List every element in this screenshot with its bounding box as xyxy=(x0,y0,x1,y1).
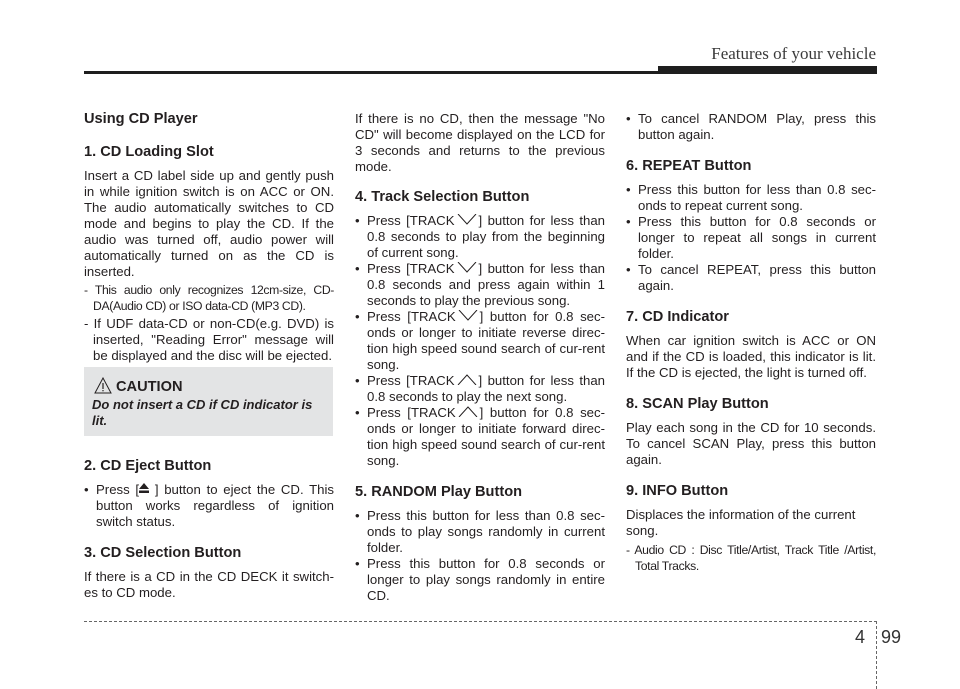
column-2 xyxy=(355,111,605,604)
main-heading: Using CD Player xyxy=(84,111,198,127)
list-item: • Press this button for 0.8 seconds or longer to play songs randomly in entire CD. xyxy=(355,556,605,604)
list-item: • Press this button for less than 0.8 sec-onds to repeat current song. xyxy=(626,182,876,214)
info-note: - Audio CD : Disc Title/Artist, Track Title /Artist, Total Tracks. xyxy=(626,543,876,573)
info-heading: 9. INFO Button xyxy=(626,483,729,499)
list-item: • Press [TRACK ] button for less than 0.8 seconds to play the next song. xyxy=(355,373,605,405)
eject-icon xyxy=(139,483,149,493)
track-selection-list xyxy=(355,213,605,469)
cd-loading-slot-text: Insert a CD label side up and gently push in while ignition switch is on ACC or ON. The audio automatically switches to CD mode and begins to play the CD. If the audio was turned off, audio power will automatically turned on as the CD is inserted. xyxy=(84,168,334,279)
chevron-up-icon xyxy=(456,374,478,385)
cd-indicator-text: When car ignition switch is ACC or ON and if the CD is loaded, this indicator is lit. If the CD is ejected, the light is turned off. xyxy=(626,333,876,380)
repeat-list xyxy=(626,182,876,294)
reading-error-note: - If UDF data-CD or non-CD(e.g. DVD) is inserted, "Reading Error" message will be displayed and the disc will be ejected. xyxy=(84,316,334,363)
list-item: • Press [TRACK ] button for less than 0.8 seconds to play from the beginning of current song. xyxy=(355,213,605,261)
cd-loading-slot-heading: 1. CD Loading Slot xyxy=(84,144,214,160)
column-3 xyxy=(626,111,876,574)
chapter-number: 4 xyxy=(855,627,866,647)
cd-selection-text: If there is a CD in the CD DECK it switch-es to CD mode. xyxy=(84,569,334,600)
list-item: • Press [ ] button to eject the CD. This button works regardless of ignition switch status. xyxy=(84,482,334,530)
cd-eject-list xyxy=(84,482,334,530)
list-item: • Press [TRACK ] button for 0.8 sec-onds or longer to initiate reverse direc-tion high speed sound search of cur-rent song. xyxy=(355,309,605,373)
caution-text: Do not insert a CD if CD indicator is lit. xyxy=(92,397,313,428)
chevron-down-icon xyxy=(457,310,479,321)
scan-play-text: Play each song in the CD for 10 seconds. To cancel SCAN Play, press this button again. xyxy=(626,420,876,467)
list-item: • Press this button for less than 0.8 sec-onds to play songs randomly in current folder. xyxy=(355,508,605,556)
footer-rule xyxy=(84,621,877,622)
random-play-list xyxy=(355,508,605,604)
list-item: • Press [TRACK ] button for less than 0.8 seconds and press again within 1 seconds to play the previous song. xyxy=(355,261,605,309)
header-rule xyxy=(84,71,877,74)
scan-play-heading: 8. SCAN Play Button xyxy=(626,396,769,412)
caution-title: CAUTION xyxy=(116,379,183,395)
random-cancel-list xyxy=(626,111,876,143)
list-item: • Press this button for 0.8 seconds or longer to repeat all songs in current folder. xyxy=(626,214,876,262)
list-item: • Press [TRACK ] button for 0.8 sec-onds or longer to initiate forward direc-tion high speed sound search of cur-rent song. xyxy=(355,405,605,469)
cd-selection-heading: 3. CD Selection Button xyxy=(84,545,242,561)
chevron-up-icon xyxy=(457,406,479,417)
chevron-down-icon xyxy=(456,262,478,273)
warning-icon xyxy=(94,377,112,394)
list-item: • To cancel REPEAT, press this button again. xyxy=(626,262,876,294)
footer-divider-line xyxy=(876,621,877,689)
cd-eject-heading: 2. CD Eject Button xyxy=(84,458,212,474)
caution-box xyxy=(84,367,333,436)
cd-format-note: - This audio only recognizes 12cm-size, CD-DA(Audio CD) or ISO data-CD (MP3 CD). xyxy=(84,283,334,313)
info-text: Displaces the information of the current song. xyxy=(626,507,856,538)
track-selection-heading: 4. Track Selection Button xyxy=(355,189,530,205)
no-cd-text: If there is no CD, then the message "No CD" will become displayed on the LCD for 3 seconds and returns to the previous mode. xyxy=(355,111,605,174)
cd-indicator-heading: 7. CD Indicator xyxy=(626,309,729,325)
random-play-heading: 5. RANDOM Play Button xyxy=(355,484,523,500)
section-title: Features of your vehicle xyxy=(711,44,876,63)
list-item: • To cancel RANDOM Play, press this button again. xyxy=(626,111,876,143)
column-1-lower xyxy=(84,458,334,601)
chevron-down-icon xyxy=(456,214,478,225)
repeat-heading: 6. REPEAT Button xyxy=(626,158,752,174)
page-number: 99 xyxy=(881,627,902,647)
column-1 xyxy=(84,111,334,364)
